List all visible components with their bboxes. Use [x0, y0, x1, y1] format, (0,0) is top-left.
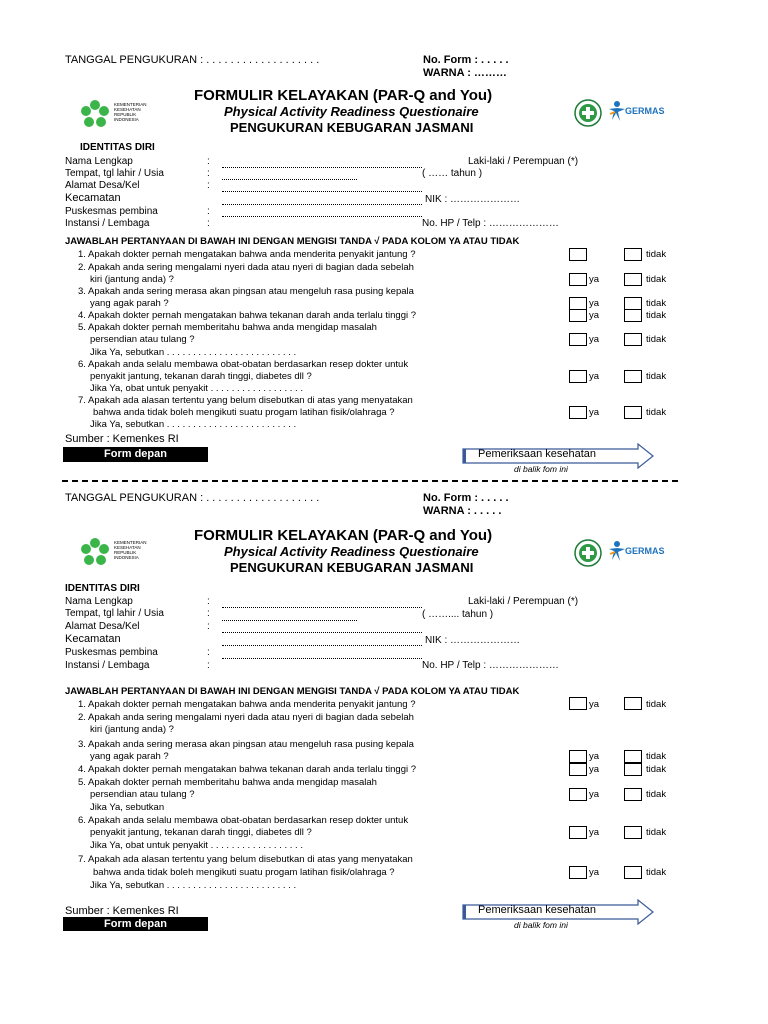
question-3: 3. Apakah anda sering merasa akan pingsan atau mengeluh rasa pusing kepala: [78, 286, 414, 297]
question-2-cont: kiri (jantung anda) ?: [90, 274, 174, 285]
ya-label: ya: [589, 371, 600, 382]
alamat-input-line[interactable]: [222, 191, 422, 192]
q4-ya-checkbox[interactable]: [569, 309, 587, 322]
tidak-label: tidak: [646, 310, 667, 321]
question-2: 2. Apakah anda sering mengalami nyeri dada atau nyeri di bagian dada sebelah: [78, 262, 414, 273]
question-1: 1. Apakah dokter pernah mengatakan bahwa anda menderita penyakit jantung ?: [78, 699, 416, 710]
bakti-husada-emblem-icon: [574, 98, 602, 128]
q4-tidak-checkbox[interactable]: [624, 763, 642, 776]
kemenkes-flower-icon: [80, 537, 110, 567]
field-label-kecamatan: Kecamatan: [65, 633, 121, 645]
question-7-sebutkan[interactable]: Jika Ya, sebutkan . . . . . . . . . . . . . . . . . . . . . . . . .: [90, 880, 297, 891]
q7-ya-checkbox[interactable]: [569, 406, 587, 419]
ya-label: ya: [589, 789, 600, 800]
ya-label: ya: [589, 699, 600, 710]
form-subtitle: Physical Activity Readiness Questionaire: [224, 104, 479, 119]
tidak-label: tidak: [646, 274, 667, 285]
bakti-husada-emblem-icon: [574, 538, 602, 568]
tidak-label: tidak: [646, 249, 667, 260]
q5-tidak-checkbox[interactable]: [624, 788, 642, 801]
nohp-field[interactable]: No. HP / Telp : …………………: [422, 660, 559, 671]
q6-ya-checkbox[interactable]: [569, 370, 587, 383]
tidak-label: tidak: [646, 789, 667, 800]
instruction-text: JAWABLAH PERTANYAAN DI BAWAH INI DENGAN MENGISI TANDA √ PADA KOLOM YA ATAU TIDAK: [65, 686, 520, 697]
field-label-instansi: Instansi / Lembaga: [65, 660, 150, 671]
question-4: 4. Apakah dokter pernah mengatakan bahwa tekanan darah anda terlalu tinggi ?: [78, 764, 417, 775]
q3-tidak-checkbox[interactable]: [624, 750, 642, 763]
question-5-cont: persendian atau tulang ?: [90, 334, 195, 345]
q5-tidak-checkbox[interactable]: [624, 333, 642, 346]
instruction-text: JAWABLAH PERTANYAAN DI BAWAH INI DENGAN MENGISI TANDA √ PADA KOLOM YA ATAU TIDAK: [65, 236, 520, 247]
ya-label: ya: [589, 764, 600, 775]
arrow-note: di balik fom ini: [514, 464, 568, 474]
tidak-label: tidak: [646, 407, 667, 418]
nama-input-line[interactable]: [222, 607, 422, 608]
tidak-label: tidak: [646, 298, 667, 309]
form-subtitle: Physical Activity Readiness Questionaire: [224, 544, 479, 559]
q1-ya-checkbox[interactable]: [569, 248, 587, 261]
q1-tidak-checkbox[interactable]: [624, 248, 642, 261]
colon: :: [207, 206, 210, 217]
question-2-cont: kiri (jantung anda) ?: [90, 724, 174, 735]
question-5: 5. Apakah dokter pernah memberitahu bahwa anda mengidap masalah: [78, 777, 377, 788]
tidak-label: tidak: [646, 764, 667, 775]
q7-tidak-checkbox[interactable]: [624, 866, 642, 879]
germas-figure-icon: [607, 100, 627, 122]
q7-ya-checkbox[interactable]: [569, 866, 587, 879]
gender-select[interactable]: Laki-laki / Perempuan (*): [468, 156, 579, 167]
question-2: 2. Apakah anda sering mengalami nyeri dada atau nyeri di bagian dada sebelah: [78, 712, 414, 723]
colon: :: [207, 180, 210, 191]
ya-label: ya: [589, 407, 600, 418]
tanggal-pengukuran[interactable]: TANGGAL PENGUKURAN : . . . . . . . . . . . . . . . . . . .: [65, 492, 320, 504]
tidak-label: tidak: [646, 827, 667, 838]
usia-field[interactable]: ( …….... tahun ): [422, 609, 494, 620]
question-7: 7. Apakah ada alasan tertentu yang belum disebutkan di atas yang menyatakan: [78, 395, 413, 406]
usia-field[interactable]: ( …… tahun ): [422, 168, 483, 179]
ya-label: ya: [589, 334, 600, 345]
ya-label: ya: [589, 827, 600, 838]
cut-line-divider: [62, 480, 678, 482]
q6-tidak-checkbox[interactable]: [624, 826, 642, 839]
ya-label: ya: [589, 751, 600, 762]
ya-label: ya: [589, 298, 600, 309]
arrow-note: di balik fom ini: [514, 920, 568, 930]
no-form[interactable]: No. Form : . . . . .: [423, 492, 509, 504]
q5-ya-checkbox[interactable]: [569, 333, 587, 346]
tidak-label: tidak: [646, 371, 667, 382]
kemenkes-logo-text: KEMENTERIAN KESEHATAN REPUBLIK INDONESIA: [114, 540, 147, 560]
field-label-kecamatan: Kecamatan: [65, 192, 121, 204]
tanggal-pengukuran[interactable]: TANGGAL PENGUKURAN : . . . . . . . . . . . . . . . . . . .: [65, 54, 320, 66]
question-5-sebutkan[interactable]: Jika Ya, sebutkan: [90, 802, 165, 813]
kecamatan-input-line[interactable]: [222, 204, 422, 205]
germas-figure-icon: [607, 540, 627, 562]
colon: :: [207, 156, 210, 167]
field-label-instansi: Instansi / Lembaga: [65, 218, 150, 229]
colon: :: [207, 660, 210, 671]
question-6-cont: penyakit jantung, tekanan darah tinggi, diabetes dll ?: [90, 827, 312, 838]
question-1: 1. Apakah dokter pernah mengatakan bahwa anda menderita penyakit jantung ?: [78, 249, 416, 260]
question-7-cont: bahwa anda tidak boleh mengikuti suatu progam latihan fisik/olahraga ?: [93, 867, 395, 878]
sumber-text: Sumber : Kemenkes RI: [65, 433, 179, 445]
question-6: 6. Apakah anda selalu membawa obat-obatan berdasarkan resep dokter untuk: [78, 815, 409, 826]
question-5-sebutkan[interactable]: Jika Ya, sebutkan . . . . . . . . . . . . . . . . . . . . . . . . .: [90, 347, 297, 358]
question-4: 4. Apakah dokter pernah mengatakan bahwa tekanan darah anda terlalu tinggi ?: [78, 310, 417, 321]
question-3-cont: yang agak parah ?: [90, 751, 169, 762]
nohp-field[interactable]: No. HP / Telp : …………………: [422, 218, 559, 229]
q1-tidak-checkbox[interactable]: [624, 697, 642, 710]
question-3: 3. Apakah anda sering merasa akan pingsan atau mengeluh rasa pusing kepala: [78, 739, 414, 750]
warna[interactable]: WARNA : ………: [423, 67, 507, 79]
germas-logo-text: GERMAS: [625, 546, 665, 556]
colon: :: [207, 608, 210, 619]
tidak-label: tidak: [646, 751, 667, 762]
form-title: FORMULIR KELAYAKAN (PAR-Q and You): [194, 87, 493, 104]
question-7: 7. Apakah ada alasan tertentu yang belum disebutkan di atas yang menyatakan: [78, 854, 413, 865]
field-label-puskesmas: Puskesmas pembina: [65, 206, 158, 217]
kemenkes-logo-text: KEMENTERIAN KESEHATAN REPUBLIK INDONESIA: [114, 102, 147, 122]
question-6-cont: penyakit jantung, tekanan darah tinggi, diabetes dll ?: [90, 371, 312, 382]
alamat-input-line[interactable]: [222, 632, 422, 633]
puskesmas-input-line[interactable]: [222, 658, 422, 659]
q5-ya-checkbox[interactable]: [569, 788, 587, 801]
field-label-nama: Nama Lengkap: [65, 596, 133, 607]
question-7-cont: bahwa anda tidak boleh mengikuti suatu progam latihan fisik/olahraga ?: [93, 407, 395, 418]
colon: :: [207, 621, 210, 632]
colon: :: [207, 168, 210, 179]
nik-field[interactable]: NIK : …………………: [425, 194, 521, 205]
question-5: 5. Apakah dokter pernah memberitahu bahwa anda mengidap masalah: [78, 322, 377, 333]
ya-label: ya: [589, 867, 600, 878]
kemenkes-flower-icon: [80, 99, 110, 129]
no-form[interactable]: No. Form : . . . . .: [423, 54, 509, 66]
q1-ya-checkbox[interactable]: [569, 697, 587, 710]
field-label-ttl: Tempat, tgl lahir / Usia: [65, 168, 164, 179]
field-label-alamat: Alamat Desa/Kel: [65, 180, 140, 191]
colon: :: [207, 647, 210, 658]
q2-ya-checkbox[interactable]: [569, 273, 587, 286]
question-6: 6. Apakah anda selalu membawa obat-obatan berdasarkan resep dokter untuk: [78, 359, 409, 370]
question-6-obat[interactable]: Jika Ya, obat untuk penyakit . . . . . . . . . . . . . . . . . .: [90, 383, 303, 394]
field-label-alamat: Alamat Desa/Kel: [65, 621, 140, 632]
q3-ya-checkbox[interactable]: [569, 750, 587, 763]
ttl-input-line[interactable]: [222, 620, 357, 621]
question-5-cont: persendian atau tulang ?: [90, 789, 195, 800]
q4-ya-checkbox[interactable]: [569, 763, 587, 776]
nik-field[interactable]: NIK : …………………: [425, 635, 521, 646]
tidak-label: tidak: [646, 867, 667, 878]
field-label-ttl: Tempat, tgl lahir / Usia: [65, 608, 164, 619]
q6-tidak-checkbox[interactable]: [624, 370, 642, 383]
field-label-nama: Nama Lengkap: [65, 156, 133, 167]
q7-tidak-checkbox[interactable]: [624, 406, 642, 419]
form-depan-label: Form depan: [63, 447, 208, 462]
q2-tidak-checkbox[interactable]: [624, 273, 642, 286]
field-label-puskesmas: Puskesmas pembina: [65, 647, 158, 658]
puskesmas-input-line[interactable]: [222, 216, 422, 217]
colon: :: [207, 596, 210, 607]
form-title: FORMULIR KELAYAKAN (PAR-Q and You): [194, 527, 493, 544]
tidak-label: tidak: [646, 334, 667, 345]
tidak-label: tidak: [646, 699, 667, 710]
ya-label: ya: [589, 274, 600, 285]
identitas-heading: IDENTITAS DIRI: [65, 583, 140, 594]
q4-tidak-checkbox[interactable]: [624, 309, 642, 322]
germas-logo-text: GERMAS: [625, 106, 665, 116]
ya-label: ya: [589, 310, 600, 321]
arrow-label: Pemeriksaan kesehatan: [478, 448, 597, 460]
identitas-heading: IDENTITAS DIRI: [80, 142, 155, 153]
arrow-label: Pemeriksaan kesehatan: [478, 904, 597, 916]
nama-input-line[interactable]: [222, 167, 422, 168]
form-depan-label: Form depan: [63, 917, 208, 931]
ttl-input-line[interactable]: [222, 179, 357, 180]
kecamatan-input-line[interactable]: [222, 645, 422, 646]
question-6-obat[interactable]: Jika Ya, obat untuk penyakit . . . . . . . . . . . . . . . . . .: [90, 840, 303, 851]
q6-ya-checkbox[interactable]: [569, 826, 587, 839]
question-7-sebutkan[interactable]: Jika Ya, sebutkan . . . . . . . . . . . . . . . . . . . . . . . . .: [90, 419, 297, 430]
sumber-text: Sumber : Kemenkes RI: [65, 905, 179, 917]
warna[interactable]: WARNA : . . . . .: [423, 505, 502, 517]
form-subtitle-2: PENGUKURAN KEBUGARAN JASMANI: [230, 120, 474, 135]
form-subtitle-2: PENGUKURAN KEBUGARAN JASMANI: [230, 560, 474, 575]
colon: :: [207, 218, 210, 229]
question-3-cont: yang agak parah ?: [90, 298, 169, 309]
gender-select[interactable]: Laki-laki / Perempuan (*): [468, 596, 579, 607]
